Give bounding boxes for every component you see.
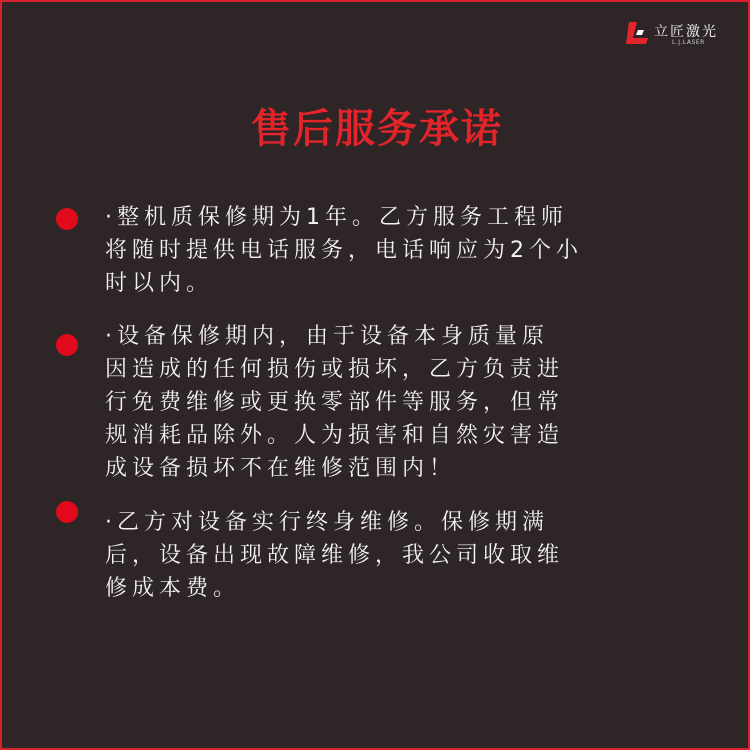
logo-name-en: L.J.LASER: [672, 39, 705, 46]
brand-logo: [626, 20, 736, 50]
list-item: [105, 320, 665, 485]
item-line: 时以内。: [105, 271, 214, 296]
item-line: ·乙方对设备实行终身维修。保修期满: [105, 510, 549, 535]
bullet-dot-3: [56, 501, 78, 523]
bullet-dot-2: [56, 334, 78, 356]
item-line: 成设备损坏不在维修范围内！: [105, 456, 457, 481]
item-line: ·整机质保修期为1年。乙方服务工程师: [105, 205, 568, 230]
item-line: 修成本费。: [105, 576, 241, 601]
logo-name-cn: 立匠激光: [654, 24, 718, 40]
item-line: 行免费维修或更换零部件等服务，但常: [105, 390, 565, 415]
item-line: 后，设备出现故障维修，我公司收取维: [105, 543, 565, 568]
list-item: [105, 201, 665, 300]
item-line: ·设备保修期内，由于设备本身质量原: [105, 324, 549, 349]
item-line: 将随时提供电话服务，电话响应为2个小: [105, 238, 583, 263]
item-line: 因造成的任何损伤或损坏，乙方负责进: [105, 357, 565, 382]
list-item: [105, 506, 665, 605]
bullet-dot-1: [56, 208, 78, 230]
logo-l-icon: [626, 20, 652, 46]
page-title: 售后服务承诺: [251, 106, 503, 152]
item-line: 规消耗品除外。人为损害和自然灾害造: [105, 423, 565, 448]
